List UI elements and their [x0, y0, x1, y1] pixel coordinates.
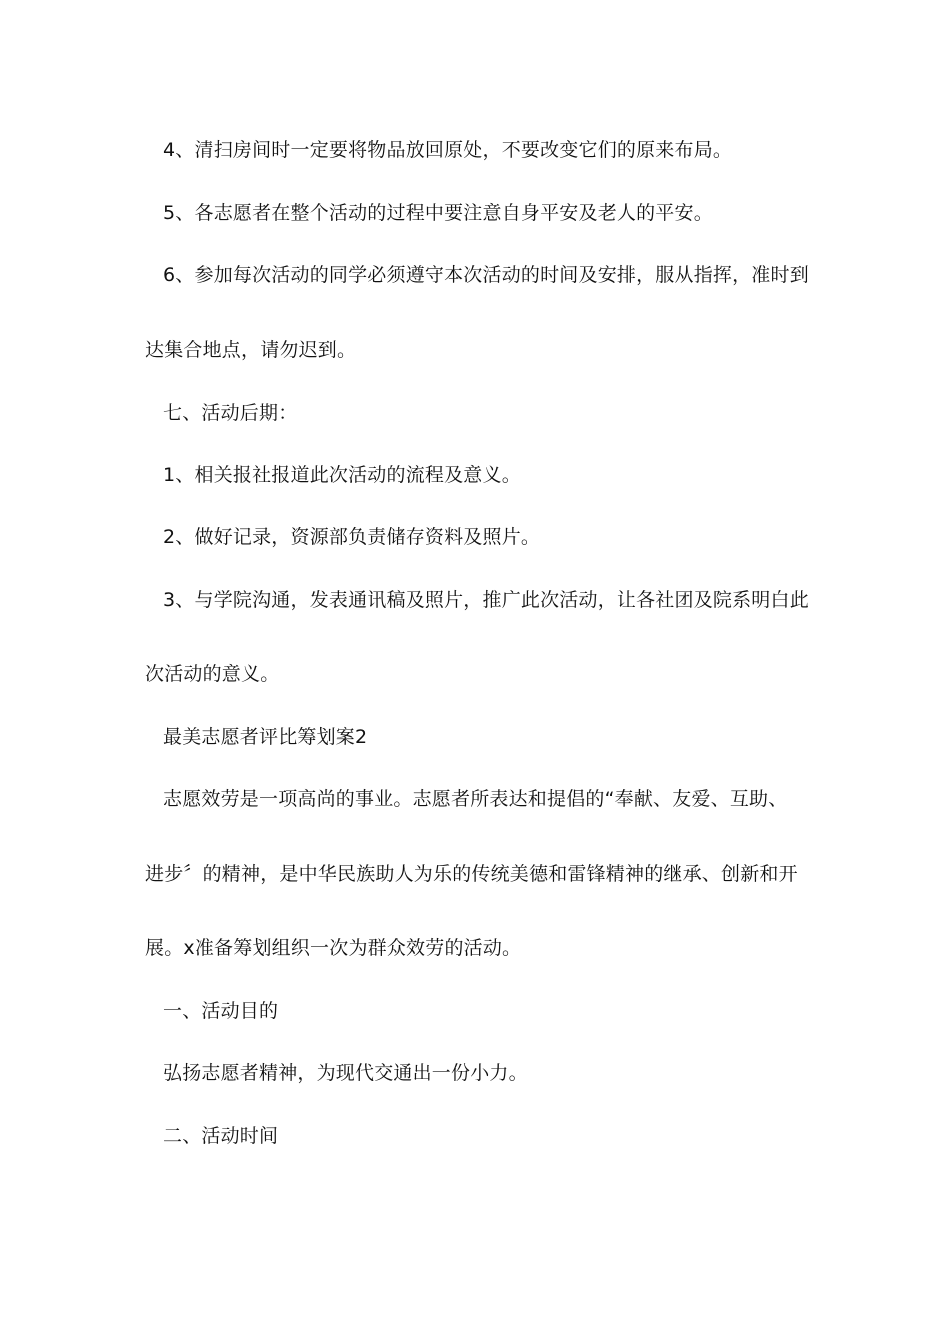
- paragraph-line: 3、与学院沟通，发表通讯稿及照片，推广此次活动，让各社团及院系明白此: [163, 589, 809, 611]
- paragraph-line: 志愿效劳是一项高尚的事业。志愿者所表达和提倡的“奉献、友爱、互助、: [163, 788, 788, 810]
- paragraph-line: 5、各志愿者在整个活动的过程中要注意自身平安及老人的平安。: [163, 202, 713, 224]
- paragraph-line: 展。x准备筹划组织一次为群众效劳的活动。: [145, 937, 522, 959]
- paragraph-line: 弘扬志愿者精神，为现代交通出一份小力。: [163, 1062, 528, 1084]
- document-title: 最美志愿者评比筹划案2: [163, 726, 368, 748]
- paragraph-line: 1、相关报社报道此次活动的流程及意义。: [163, 464, 521, 486]
- paragraph-line: 4、清扫房间时一定要将物品放回原处，不要改变它们的原来布局。: [163, 139, 733, 161]
- paragraph-line: 达集合地点，请勿迟到。: [145, 339, 357, 361]
- paragraph-line: 次活动的意义。: [145, 663, 280, 685]
- paragraph-line: 2、做好记录，资源部负责储存资料及照片。: [163, 526, 541, 548]
- section-heading: 二、活动时间: [163, 1125, 279, 1147]
- paragraph-line: 进步〞的精神，是中华民族助人为乐的传统美德和雷锋精神的继承、创新和开: [145, 863, 798, 885]
- section-heading: 七、活动后期：: [163, 402, 298, 424]
- paragraph-line: 6、参加每次活动的同学必须遵守本次活动的时间及安排，服从指挥，准时到: [163, 264, 809, 286]
- section-heading: 一、活动目的: [163, 1000, 279, 1022]
